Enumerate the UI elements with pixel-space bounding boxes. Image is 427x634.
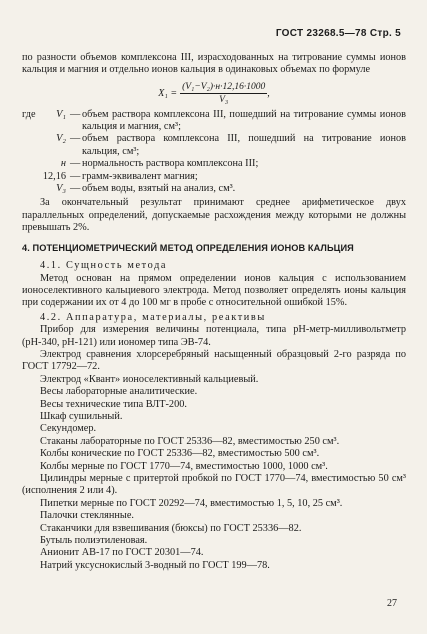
list-item: Электрод сравнения хлорсеребряный насыщенный образцовый 2-го разряда по ГОСТ 17792—72. xyxy=(22,348,406,373)
subsection-4-1-heading: 4.1. Сущность метода xyxy=(40,260,168,272)
list-item: Колбы мерные по ГОСТ 1770—74, вместимостью 1000, 1000 см³. xyxy=(40,460,328,472)
definition-row xyxy=(22,158,406,170)
section-heading: 4. ПОТЕНЦИОМЕТРИЧЕСКИЙ МЕТОД ОПРЕДЕЛЕНИЯ ИОНОВ КАЛЬЦИЯ xyxy=(22,242,354,253)
definition-row xyxy=(22,109,406,134)
list-item: Весы лабораторные аналитические. xyxy=(40,386,198,398)
definition-text: объем раствора комплексона III, пошедший на титрование суммы ионов кальция и магния, см³; xyxy=(82,108,406,133)
definition-dash: — xyxy=(70,108,81,120)
definition-dash: — xyxy=(70,170,81,182)
list-item: Пипетки мерные по ГОСТ 20292—74, вместимостью 1, 5, 10, 25 см³. xyxy=(40,497,343,509)
page-header: ГОСТ 23268.5—78 Стр. 5 xyxy=(275,28,401,39)
list-item: Прибор для измерения величины потенциала, типа рН-метр-милливольтметр (рН-340, рН-121) или иономер типа ЭВ-74. xyxy=(22,324,406,348)
formula-tail: , xyxy=(267,87,270,99)
definition-symbol: 12,16 xyxy=(42,170,66,182)
list-item: Натрий уксуснокислый 3-водный по ГОСТ 199—78. xyxy=(40,559,270,571)
document-body xyxy=(22,52,406,572)
list-item: Весы технические типа ВЛТ-200. xyxy=(40,398,187,410)
definition-symbol: V₃ xyxy=(56,183,66,195)
variable-definitions xyxy=(22,109,406,196)
where-label: где xyxy=(22,108,36,120)
list-item: Шкаф сушильный. xyxy=(40,410,123,422)
definition-text: грамм-эквивалент магния; xyxy=(82,170,198,182)
formula-fraction xyxy=(180,81,267,107)
definition-row xyxy=(22,183,406,195)
list-item: Бутыль полиэтиленовая. xyxy=(40,535,148,547)
intro-paragraph: по разности объемов комплексона III, израсходованных на титрование суммы ионов кальция и магния и отдельно ионов кальция в одинаковых объемах по формуле xyxy=(22,52,406,76)
definition-dash: — xyxy=(70,158,81,170)
definition-symbol: V₂ xyxy=(56,133,66,145)
definition-symbol: н xyxy=(60,158,66,170)
list-item: Секундомер. xyxy=(40,423,97,435)
list-item: Колбы конические по ГОСТ 25336—82, вместимостью 500 см³. xyxy=(40,448,320,460)
list-item: Цилиндры мерные с притертой пробкой по ГОСТ 1770—74, вместимостью 50 см³ (исполнения 2 или 4). xyxy=(22,473,406,497)
formula-numerator: (V₁−V₂)·н·12,16·1000 xyxy=(180,81,267,94)
subsection-4-1-text: Метод основан на прямом определении ионов кальция с использованием ионоселективного кальциевого электрода. Метод позволяет определять ионы кальция при содержании их от 4 до 100 мг в пробе с относительной ошибкой 15%. xyxy=(22,272,406,309)
definition-text: объем раствора комплексона III, пошедший на титрование ионов кальция, см³; xyxy=(82,133,406,157)
definition-dash: — xyxy=(70,183,81,195)
list-item: Стаканы лабораторные по ГОСТ 25336—82, вместимостью 250 см³. xyxy=(40,435,340,447)
definition-row xyxy=(22,171,406,183)
list-item: Стаканчики для взвешивания (бюксы) по ГОСТ 25336—82. xyxy=(40,522,302,534)
subsection-4-2-heading: 4.2. Аппаратура, материалы, реактивы xyxy=(40,311,266,323)
definition-row xyxy=(22,133,406,158)
definition-dash: — xyxy=(70,133,81,145)
result-note: За окончательный результат принимают среднее арифметическое двух параллельных определений, допускаемые расхождения между которыми не должны превышать 2%. xyxy=(22,197,406,234)
definition-text: объем воды, взятый на анализ, см³. xyxy=(82,183,236,195)
equipment-list xyxy=(22,324,406,572)
list-item: Электрод «Квант» ионоселективный кальциевый. xyxy=(40,373,259,385)
list-item: Анионит АВ-17 по ГОСТ 20301—74. xyxy=(40,547,204,559)
list-item: Палочки стеклянные. xyxy=(40,510,134,522)
page-number: 27 xyxy=(387,598,397,609)
definition-text: нормальность раствора комплексона III; xyxy=(82,158,259,170)
formula xyxy=(22,81,406,107)
formula-denominator: V₃ xyxy=(219,95,229,106)
definition-symbol: V₁ xyxy=(56,108,66,120)
formula-lhs: X₁ = xyxy=(158,87,178,99)
